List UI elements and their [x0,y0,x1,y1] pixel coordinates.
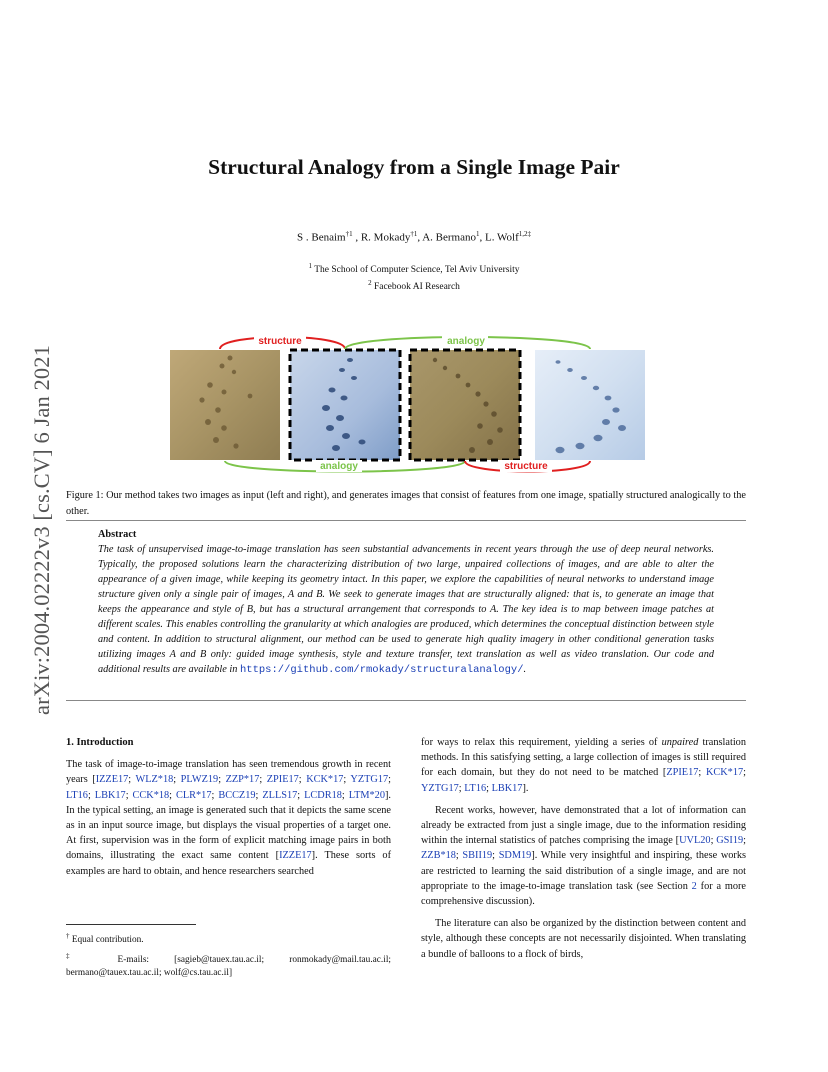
citation[interactable]: GSI19 [716,835,744,847]
citation[interactable]: SBII19 [462,850,493,862]
paragraph: The task of image-to-image translation has seen tremendous growth in recent years [IZZE17; WLZ*18; PLWZ19; ZZP*17; ZPIE17; KCK*17; YZTG17; LT16; LBK17; CCK*18; CLR*17; BCCZ19; ZLLS17; LCDR18; LTM*20]. In the typical setting, an image is generated such that it depicts the same scene as in an input source image, but displays the visual properties of a target one. At first, supervision was in the form of explicit matching image pairs in both domains, illustrating the exact same content [IZZE17]. These sorts of examples are hard to obtain, and hence researchers searched [66,759,392,877]
citation[interactable]: YZTG17 [421,782,459,794]
citation[interactable]: ZPIE17 [266,774,299,786]
abstract [98,527,714,678]
generated-image-ba [410,350,520,460]
figure-caption: Figure 1: Our method takes two images as input (left and right), and generates images that consist of features from one image, spatially structured analogically to the other. [66,490,746,517]
citation[interactable]: CCK*18 [132,789,170,801]
citation[interactable]: PLWZ19 [180,774,219,786]
citation[interactable]: LBK17 [491,782,523,794]
citation[interactable]: UVL20 [679,835,711,847]
citation[interactable]: YZTG17 [350,774,389,786]
structure-label-top: structure [258,336,302,347]
footnote-rule [66,924,196,925]
code-link[interactable]: https://github.com/rmokady/structuralanalogy/ [239,664,524,676]
citation[interactable]: LTM*20 [348,789,385,801]
arxiv-sidebar [22,300,62,760]
paragraph: Recent works, however, have demonstrated that a lot of information can already be extracted from just a single image, due to the information residing within the internal statistics of patches comprising the image [UVL20; GSI19; ZZB*18; SBII19; SDM19]. While very insightful and inspiring, these works are restricted to learning the said distribution of a single image, and are not appropriate to the image-to-image translation task (see Section 2 for a more comprehensive discussion). [421,804,747,908]
structure-label-bottom: structure [504,461,548,472]
input-image-a [170,350,280,460]
divider [66,520,746,521]
citation[interactable]: KCK*17 [705,767,744,779]
citation[interactable]: ZPIE17 [666,767,699,779]
abstract-heading: Abstract [98,529,137,540]
citation[interactable]: BCCZ19 [218,789,256,801]
input-image-b [535,350,645,460]
footnote: ‡ E-mails: [sagieb@tauex.tau.ac.il; ronmokady@mail.tau.ac.il; bermano@tauex.tau.ac.il; wolf@cs.tau.ac.il] [66,951,391,979]
author: S . Benaim [296,231,346,244]
figure-1 [160,330,660,475]
author-list: S . Benaim$^{\dagger 1}$ , R. Mokady$^{\dagger 1}$, A. Bermano$^1$, L. Wolf$^{1,2\ddagger}$ [296,230,531,244]
citation[interactable]: ZZP*17 [225,774,260,786]
citation[interactable]: WLZ*18 [135,774,174,786]
citation[interactable]: ZLLS17 [262,789,298,801]
citation[interactable]: LT16 [464,782,487,794]
footnote: † Equal contribution. [66,932,144,946]
citation[interactable]: IZZE17 [279,850,312,862]
citation[interactable]: LBK17 [94,789,126,801]
intro-left-column [66,735,391,879]
abstract-body: The task of unsupervised image-to-image translation has seen substantial advancements in recent years through the use of deep neural networks. Typically, the proposed solutions learn the characterizing distribution of two large, unpaired collections of images, and are able to alter the appearance of a given image, while keeping its geometry intact. In this paper, we explore the capabilities of neural networks to understand image structure given only a single pair of images, A and B. We seek to generate images that are structurally aligned: that is, to generate an image that keeps the appearance and style of B, but has a structural arrangement that corresponds to A. The key idea is to map between image patches at different scales. This enables controlling the granularity at which analogies are produced, which determines the conceptual distinction between style and content. In addition to structural alignment, our method can be used to generate high quality imagery in other conditional generation tasks utilizing images A and B only: guided image synthesis, style and texture transfer, text translation as well as video translation. Our code and additional results are available in https://github.com/rmokady/structuralanalogy/. [98,544,714,676]
arxiv-id: arXiv:2004.02222v3 [cs.CV] 6 Jan 2021 [29,345,54,715]
affiliations [0,260,828,294]
intro-right-column [421,735,746,962]
generated-image-ab [290,350,400,460]
divider [66,700,746,701]
citation[interactable]: ZZB*18 [421,850,456,862]
citation[interactable]: LT16 [66,789,88,801]
author: L. Wolf [485,231,519,244]
paragraph: for ways to relax this requirement, yielding a series of unpaired translation methods. In this satisfying setting, a large collection of images is still required for each domain, but they do not need to be matched [ZPIE17; KCK*17; YZTG17; LT16; LBK17]. [421,737,746,794]
citation[interactable]: LCDR18 [304,789,342,801]
footnotes [66,930,391,983]
citation[interactable]: IZZE17 [95,774,129,786]
affiliation: $^2$ Facebook AI Research [368,279,460,293]
section-heading: 1. Introduction [66,737,134,748]
paper-title: Structural Analogy from a Single Image Pair [208,155,620,179]
analogy-label-top: analogy [447,336,485,347]
citation[interactable]: KCK*17 [306,774,344,786]
affiliation: $^1$ The School of Computer Science, Tel Aviv University [308,262,520,276]
paragraph: The literature can also be organized by the distinction between content and style, although these concepts are not necessarily disjointed. When translating a bundle of balloons to a flock of birds, [421,918,746,960]
author: A. Bermano [422,231,476,244]
citation[interactable]: SDM19 [498,850,532,862]
citation[interactable]: CLR*17 [176,789,212,801]
analogy-label-bottom: analogy [320,461,358,472]
author: R. Mokady [360,231,411,244]
section-link[interactable]: 2 [691,880,697,892]
